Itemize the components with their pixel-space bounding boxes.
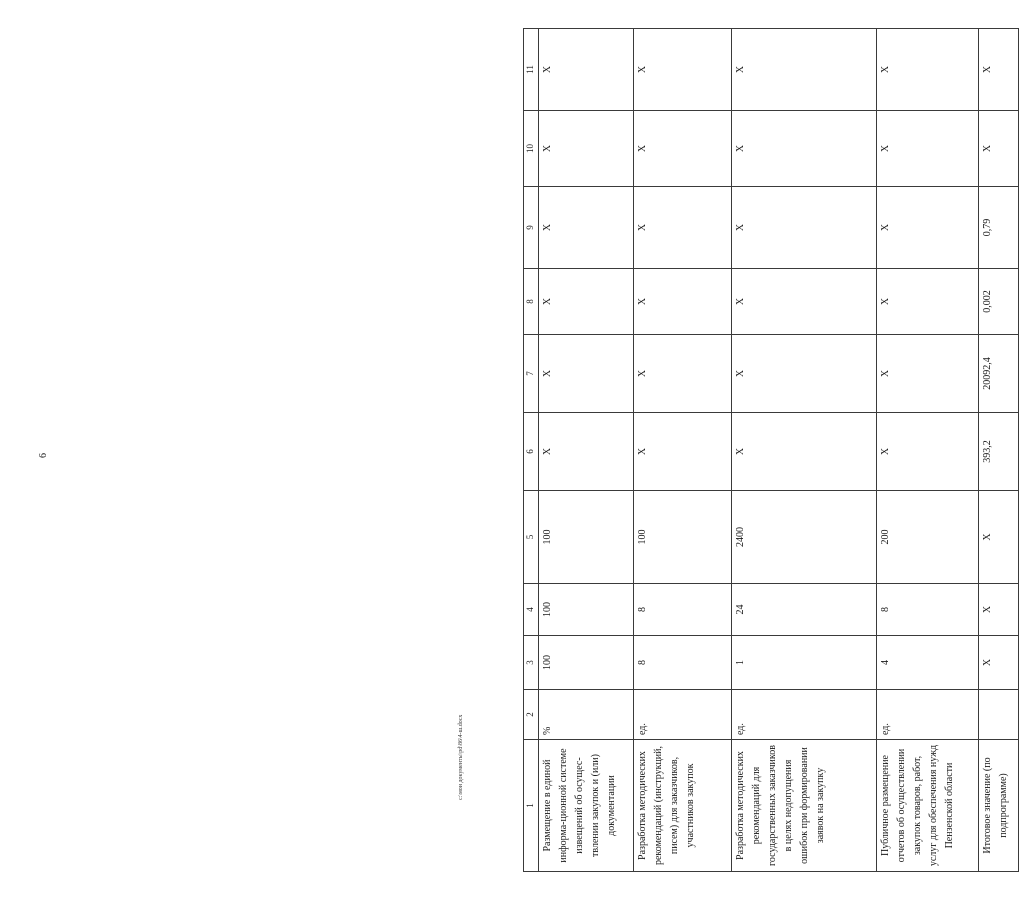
value-cell: X [539, 29, 634, 111]
unit-cell: ед. [877, 690, 979, 740]
value-cell: X [877, 335, 979, 413]
value-cell: X [539, 413, 634, 491]
value-cell: X [877, 187, 979, 269]
column-number: 11 [524, 29, 539, 111]
table-row [634, 29, 732, 872]
value-cell: 8 [634, 636, 732, 690]
value-cell: X [979, 636, 1019, 690]
value-cell: X [979, 584, 1019, 636]
value-cell: X [979, 491, 1019, 584]
value-cell: X [634, 335, 732, 413]
value-cell: 0,002 [979, 269, 1019, 335]
value-cell: 2400 [732, 491, 877, 584]
indicator-name: Размещение в единой информа-ционной системе извещений об осущес-твлении закупок и (или) документации [539, 740, 634, 872]
value-cell: X [732, 413, 877, 491]
value-cell: 24 [732, 584, 877, 636]
column-number: 5 [524, 491, 539, 584]
unit-cell: ед. [732, 690, 877, 740]
unit-cell [979, 690, 1019, 740]
column-number: 4 [524, 584, 539, 636]
value-cell: X [539, 111, 634, 187]
table-row [877, 29, 979, 872]
value-cell: X [732, 29, 877, 111]
value-cell: 20092,4 [979, 335, 1019, 413]
page-number: 6 [38, 453, 49, 458]
unit-cell: % [539, 690, 634, 740]
value-cell: 100 [634, 491, 732, 584]
value-cell: X [877, 29, 979, 111]
column-number: 3 [524, 636, 539, 690]
table-row [732, 29, 877, 872]
value-cell: X [634, 269, 732, 335]
value-cell: 100 [539, 636, 634, 690]
value-cell: X [539, 335, 634, 413]
footer-file-path: c:\мои документы\pd\86\4-ш.docx [458, 714, 464, 800]
value-cell: X [732, 187, 877, 269]
value-cell: 8 [634, 584, 732, 636]
value-cell: 100 [539, 584, 634, 636]
column-number: 8 [524, 269, 539, 335]
indicator-name: Публичное размещение отчетов об осуществлении закупок товаров, работ, услуг для обеспечения нужд Пензенской области [877, 740, 979, 872]
value-cell: X [732, 269, 877, 335]
value-cell: X [979, 111, 1019, 187]
indicator-name: Разработка методических рекомендаций (инструкций, писем) для заказчиков, участников закупок [634, 740, 732, 872]
column-number: 2 [524, 690, 539, 740]
value-cell: 8 [877, 584, 979, 636]
table-row [539, 29, 634, 872]
value-cell: X [732, 335, 877, 413]
value-cell: X [877, 269, 979, 335]
value-cell: X [877, 413, 979, 491]
value-cell: 4 [877, 636, 979, 690]
column-number: 6 [524, 413, 539, 491]
column-number: 7 [524, 335, 539, 413]
value-cell: X [539, 269, 634, 335]
column-number: 9 [524, 187, 539, 269]
value-cell: 200 [877, 491, 979, 584]
indicator-name: Итоговое значение (по подпрограмме) [979, 740, 1019, 872]
column-number: 10 [524, 111, 539, 187]
indicator-name: Разработка методических рекомендаций для государственных заказчиков в целях недопущения ошибок при формировании заявок на закупку [732, 740, 877, 872]
value-cell: X [634, 29, 732, 111]
value-cell: 1 [732, 636, 877, 690]
value-cell: X [634, 413, 732, 491]
rotated-table-wrapper [523, 29, 1009, 872]
unit-cell: ед. [634, 690, 732, 740]
value-cell: X [634, 187, 732, 269]
indicators-table [523, 28, 1019, 872]
column-number: 1 [524, 740, 539, 872]
column-number-row [524, 29, 539, 872]
value-cell: X [539, 187, 634, 269]
value-cell: X [634, 111, 732, 187]
value-cell: X [877, 111, 979, 187]
value-cell: X [732, 111, 877, 187]
value-cell: 0,79 [979, 187, 1019, 269]
value-cell: 100 [539, 491, 634, 584]
value-cell: X [979, 29, 1019, 111]
value-cell: 393,2 [979, 413, 1019, 491]
table-row-total [979, 29, 1019, 872]
